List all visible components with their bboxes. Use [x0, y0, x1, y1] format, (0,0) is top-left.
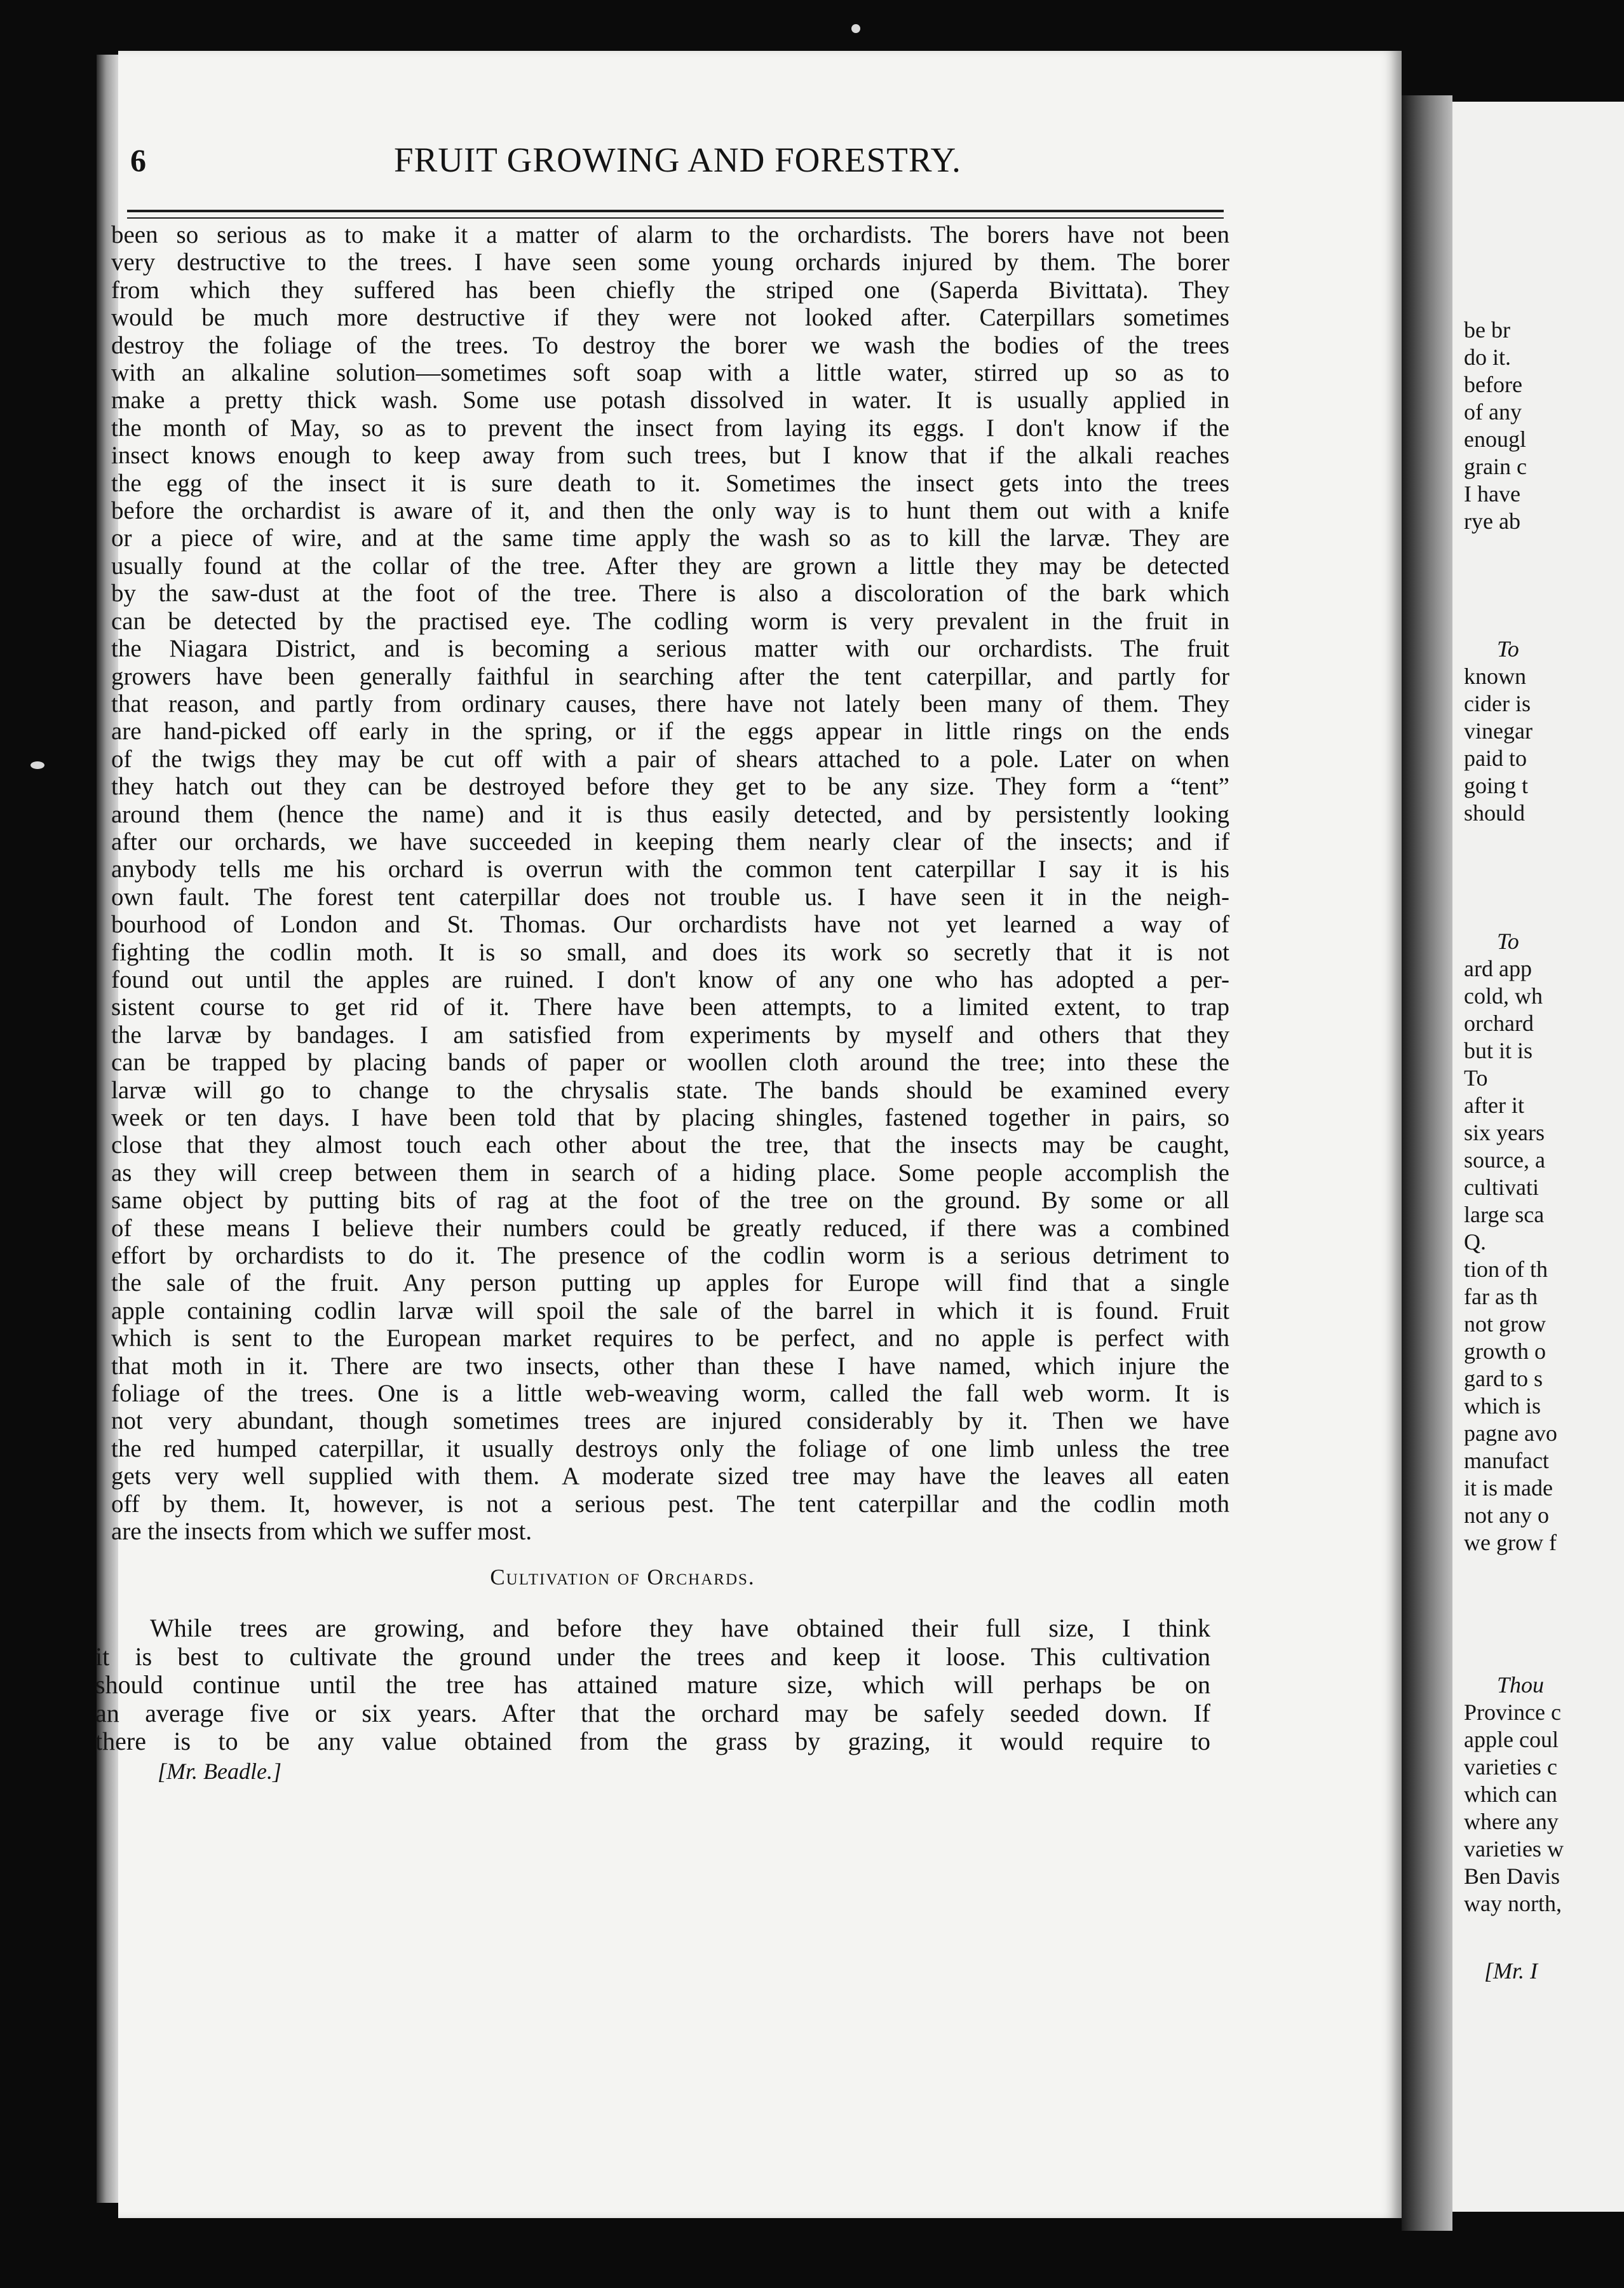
text-line: from which they suffered has been chiefly the striped one (Saperda Bivittata). They: [111, 276, 1229, 304]
facing-text-line: it is made: [1464, 1475, 1553, 1501]
facing-text-line: cider is: [1464, 691, 1531, 716]
book-gutter-shadow: [1402, 95, 1452, 2231]
text-line: larvæ will go to change to the chrysalis state. The bands should be examined every: [111, 1076, 1229, 1104]
facing-text-line: of any: [1464, 399, 1522, 425]
text-line: with an alkaline solution—sometimes soft soap with a little water, stirred up so as to: [111, 359, 1229, 387]
facing-text-line: Q.: [1464, 1229, 1486, 1255]
facing-text-line: six years: [1464, 1120, 1545, 1145]
facing-text-line: known: [1464, 664, 1526, 689]
text-line: growers have been generally faithful in searching after the tent caterpillar, and partly for: [111, 662, 1229, 690]
text-line: should continue until the tree has attained mature size, which will perhaps be on: [95, 1670, 1210, 1699]
text-line: can be trapped by placing bands of paper or woollen cloth around the tree; into these the: [111, 1049, 1229, 1077]
film-speck: [851, 24, 860, 33]
text-line: very destructive to the trees. I have seen some young orchards injured by them. The borer: [111, 249, 1229, 276]
text-line: around them (hence the name) and it is thus easily detected, and by persistently looking: [111, 800, 1229, 828]
facing-text-line: paid to: [1464, 746, 1527, 771]
facing-text-line: rye ab: [1464, 508, 1520, 534]
speaker-tag: [Mr. Beadle.]: [158, 1759, 281, 1784]
facing-text-line: manufact: [1464, 1448, 1549, 1473]
header-rule-thick: [127, 210, 1224, 212]
facing-text-line: pagne avo: [1464, 1420, 1557, 1446]
facing-text-line: enougl: [1464, 426, 1526, 452]
text-line: or a piece of wire, and at the same time apply the wash so as to kill the larvæ. They are: [111, 524, 1229, 552]
text-line: after our orchards, we have succeeded in keeping them nearly clear of the insects; and if: [111, 827, 1229, 855]
text-line: can be detected by the practised eye. The codling worm is very prevalent in the fruit in: [111, 607, 1229, 635]
text-line: an average five or six years. After that the orchard may be safely seeded down. If: [95, 1698, 1210, 1727]
text-line: there is to be any value obtained from the grass by grazing, it would require to: [95, 1727, 1210, 1755]
facing-text-line: after it: [1464, 1093, 1524, 1118]
facing-text-line: source, a: [1464, 1147, 1545, 1173]
text-line: apple containing codlin larvæ will spoil the sale of the barrel in which it is found. Fruit: [111, 1297, 1229, 1324]
text-line: it is best to cultivate the ground under the trees and keep it loose. This cultivation: [95, 1642, 1210, 1671]
facing-page: [1452, 102, 1624, 2212]
facing-speaker-tag: [Mr. I: [1484, 1958, 1538, 1984]
text-line: close that they almost touch each other about the tree, that the insects may be caught,: [111, 1131, 1229, 1159]
text-line: insect knows enough to keep away from such trees, but I know that if the alkali reaches: [111, 442, 1229, 470]
facing-text-line: growth o: [1464, 1338, 1546, 1364]
text-line: own fault. The forest tent caterpillar does not trouble us. I have seen it in the neigh-: [111, 883, 1229, 911]
text-line: not very abundant, though sometimes trees are injured considerably by it. Then we have: [111, 1407, 1229, 1435]
main-paragraph: [111, 221, 1229, 1546]
text-line: usually found at the collar of the tree. After they are grown a little they may be detected: [111, 552, 1229, 580]
text-line: that moth in it. There are two insects, other than these I have named, which injure the: [111, 1352, 1229, 1380]
text-line: of these means I believe their numbers could be greatly reduced, if there was a combined: [111, 1214, 1229, 1242]
facing-text-line: grain c: [1464, 454, 1527, 479]
facing-text-line: be br: [1464, 317, 1510, 343]
text-line: gets very well supplied with them. A moderate sized tree may have the leaves all eaten: [111, 1462, 1229, 1490]
text-line: anybody tells me his orchard is overrun with the common tent caterpillar I say it is his: [111, 855, 1229, 883]
text-line: found out until the apples are ruined. I don't know of any one who has adopted a per-: [111, 965, 1229, 993]
facing-text-line: not grow: [1464, 1311, 1546, 1337]
running-head: FRUIT GROWING AND FORESTRY.: [394, 140, 961, 179]
text-line: before the orchardist is aware of it, and then the only way is to hunt them out with a knife: [111, 497, 1229, 525]
text-line: the red humped caterpillar, it usually destroys only the foliage of one limb unless the tree: [111, 1434, 1229, 1462]
facing-text-line: far as th: [1464, 1284, 1538, 1309]
header-rule-thin: [127, 217, 1224, 219]
text-line: make a pretty thick wash. Some use potash dissolved in water. It is usually applied in: [111, 386, 1229, 414]
text-line: week or ten days. I have been told that by placing shingles, fastened together in pairs, so: [111, 1104, 1229, 1131]
facing-text-line: gard to s: [1464, 1366, 1543, 1391]
facing-text-line: Thou: [1497, 1672, 1545, 1698]
facing-text-line: To: [1464, 1065, 1488, 1091]
page-number: 6: [130, 142, 146, 178]
facing-text-line: orchard: [1464, 1011, 1534, 1036]
text-line: effort by orchardists to do it. The presence of the codlin worm is a serious detriment to: [111, 1242, 1229, 1270]
facing-text-line: large sca: [1464, 1202, 1545, 1227]
text-line: by the saw-dust at the foot of the tree. There is also a discoloration of the bark which: [111, 580, 1229, 608]
text-line: the egg of the insect it is sure death to it. Sometimes the insect gets into the trees: [111, 469, 1229, 497]
text-line: destroy the foliage of the trees. To destroy the borer we wash the bodies of the trees: [111, 331, 1229, 359]
facing-text-line: do it.: [1464, 344, 1512, 370]
facing-text-line: which is: [1464, 1393, 1541, 1419]
facing-text-line: way north,: [1464, 1891, 1562, 1916]
text-line: bourhood of London and St. Thomas. Our orchardists have not yet learned a way of: [111, 911, 1229, 939]
facing-text-line: varieties c: [1464, 1754, 1557, 1780]
text-line: the Niagara District, and is becoming a serious matter with our orchardists. The fruit: [111, 635, 1229, 663]
text-line: of the twigs they may be cut off with a pair of shears attached to a pole. Later on when: [111, 745, 1229, 773]
facing-text-line: we grow f: [1464, 1530, 1557, 1555]
facing-text-line: To: [1497, 929, 1519, 954]
facing-page-text: [1452, 102, 1624, 2212]
text-line: the sale of the fruit. Any person putting up apples for Europe will find that a single: [111, 1269, 1229, 1297]
text-line: off by them. It, however, is not a serious pest. The tent caterpillar and the codlin moth: [111, 1490, 1229, 1518]
facing-text-line: Province c: [1464, 1699, 1561, 1725]
text-line: the month of May, so as to prevent the insect from laying its eggs. I don't know if the: [111, 414, 1229, 442]
facing-text-line: apple coul: [1464, 1727, 1559, 1752]
facing-text-line: not any o: [1464, 1502, 1549, 1528]
text-line: same object by putting bits of rag at the foot of the tree on the ground. By some or all: [111, 1187, 1229, 1215]
facing-text-line: should: [1464, 800, 1526, 826]
section-heading: Cultivation of Orchards.: [490, 1565, 755, 1590]
text-line: would be much more destructive if they were not looked after. Caterpillars sometimes: [111, 304, 1229, 332]
film-speck: [30, 761, 44, 769]
text-line: sistent course to get rid of it. There have been attempts, to a limited extent, to trap: [111, 993, 1229, 1021]
facing-text-line: To: [1497, 636, 1519, 662]
text-line: While trees are growing, and before they have obtained their full size, I think: [150, 1614, 1210, 1642]
facing-text-line: varieties w: [1464, 1836, 1564, 1862]
facing-text-line: cultivati: [1464, 1175, 1539, 1200]
facing-text-line: before: [1464, 372, 1522, 397]
cultivation-paragraph: [95, 1614, 1210, 1756]
facing-text-line: which can: [1464, 1781, 1557, 1807]
facing-text-line: but it is: [1464, 1038, 1533, 1063]
facing-text-line: I have: [1464, 481, 1520, 507]
facing-text-line: going t: [1464, 773, 1529, 798]
text-line: as they will creep between them in search of a hiding place. Some people accomplish the: [111, 1159, 1229, 1187]
facing-text-line: Ben Davis: [1464, 1863, 1560, 1889]
text-line: foliage of the trees. One is a little web-weaving worm, called the fall web worm. It is: [111, 1380, 1229, 1408]
text-line: are hand-picked off early in the spring, or if the eggs appear in little rings on the ends: [111, 718, 1229, 746]
facing-text-line: tion of th: [1464, 1256, 1548, 1282]
text-line: that reason, and partly from ordinary causes, there have not lately been many of them. They: [111, 690, 1229, 718]
facing-text-line: where any: [1464, 1809, 1559, 1834]
text-line: which is sent to the European market requires to be perfect, and no apple is perfect with: [111, 1324, 1229, 1352]
text-line: they hatch out they can be destroyed before they get to be any size. They form a “tent”: [111, 773, 1229, 801]
text-line: the larvæ by bandages. I am satisfied from experiments by myself and others that they: [111, 1021, 1229, 1049]
text-line: are the insects from which we suffer most.: [111, 1518, 532, 1546]
facing-text-line: ard app: [1464, 956, 1532, 981]
facing-text-line: vinegar: [1464, 718, 1533, 744]
text-line: fighting the codlin moth. It is so small, and does its work so secretly that it is not: [111, 938, 1229, 966]
text-line: been so serious as to make it a matter of alarm to the orchardists. The borers have not been: [111, 221, 1229, 249]
facing-text-line: cold, wh: [1464, 983, 1543, 1009]
